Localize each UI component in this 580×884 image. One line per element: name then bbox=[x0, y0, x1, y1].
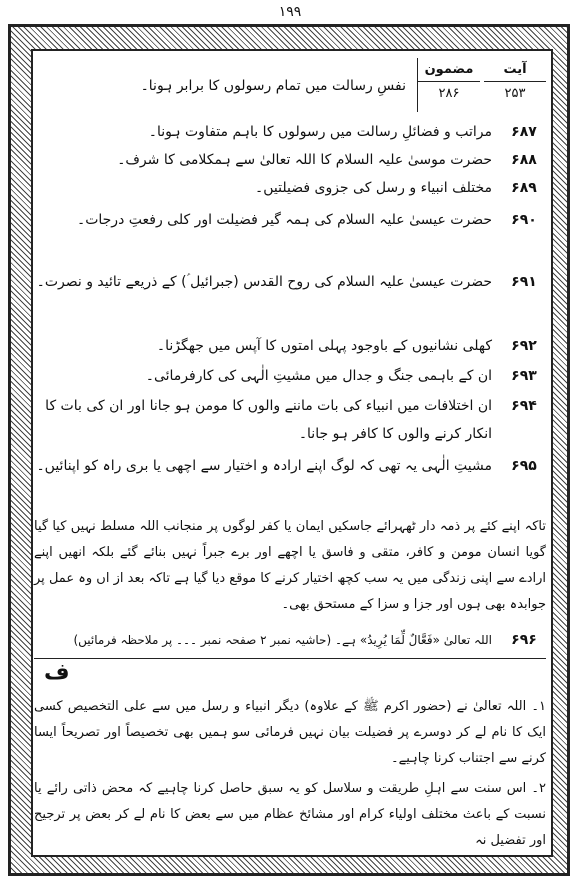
list-item bbox=[34, 362, 546, 390]
item-text: مشیتِ الٰہی یہ تھی کہ لوگ اپنے ارادہ و اختیار سے اچھی یا بری راہ کو اپنائیں۔ bbox=[36, 458, 492, 474]
item-text: کھلی نشانیوں کے باوجود پہلی امتوں کا آپس میں جھگڑنا۔ bbox=[156, 338, 492, 354]
list-item bbox=[34, 206, 546, 234]
divider bbox=[34, 658, 546, 659]
item-number: ۶۹۵ bbox=[511, 458, 537, 474]
mazmoon-label: مضمون bbox=[418, 58, 480, 82]
item-number: ۶۸۷ bbox=[511, 124, 537, 140]
item-number: ۶۸۸ bbox=[511, 152, 537, 168]
item-text: اللہ تعالیٰ «فَعَّالٌ لِّمَا يُرِيدُ» ہے۔ (حاشیہ نمبر ۲ صفحہ نمبر ۔۔۔ پر ملاحظہ فرمائیں) bbox=[73, 633, 492, 647]
page-content bbox=[34, 46, 546, 848]
item-number: ۶۹۰ bbox=[511, 212, 537, 228]
item-number: ۶۹۴ bbox=[511, 398, 537, 414]
list-item bbox=[34, 626, 546, 654]
item-text: مراتب و فضائلِ رسالت میں رسولوں کا باہم متفاوت ہونا۔ bbox=[148, 124, 492, 140]
list-item bbox=[34, 146, 546, 174]
item-number: ۶۹۱ bbox=[511, 274, 537, 290]
item-text: مختلف انبیاء و رسل کی جزوی فضیلتیں۔ bbox=[255, 180, 492, 196]
header-box bbox=[416, 58, 546, 112]
item-text: ان اختلافات میں انبیاء کی بات ماننے والوں کا مومن ہو جانا اور ان کی بات کا انکار کرنے والوں کا کافر ہو جانا۔ bbox=[45, 398, 492, 442]
item-text: حضرت عیسیٰ علیہ السلام کی ہمہ گیر فضیلت اور کلی رفعتِ درجات۔ bbox=[77, 212, 492, 228]
list-item bbox=[34, 174, 546, 202]
item-number: ۶۹۶ bbox=[511, 632, 537, 648]
list-item bbox=[34, 332, 546, 360]
note-paragraph: تاکہ اپنے کئے پر ذمہ دار ٹھہرائے جاسکیں ایمان یا کفر لوگوں پر منجانب اللہ مسلط نہیں کیا گیا گویا انسان مومن و کافر، متقی و فاسق یا اچھے اور برے جبراً نہیں بنائے گئے بلکہ انھیں اپنے ارادے سے اپنی زندگی میں یہ سب کچھ اختیار کرنے کا موقع دیا گیا ہے تاکہ بعد از اں وہ عمل پر جوابدہ بھی ہوں اور جزا و سزا کے مستحق بھی۔ bbox=[34, 519, 546, 612]
mazmoon-value: ۲۸۶ bbox=[438, 86, 460, 101]
list-item bbox=[34, 392, 546, 448]
footnote-1: ۱۔ اللہ تعالیٰ نے (حضور اکرم ﷺ کے علاوہ) دیگر انبیاء و رسل میں سے علی التخصیص کسی ایک کا نام لے کر دوسرے پر فضیلت بیان نہیں فرمائی سو ہمیں بھی تخصیصاً اور تصریحاً ایسا کرنے سے اجتناب کرنا چاہیے۔ bbox=[34, 699, 546, 766]
footnote-2: ۲۔ اس سنت سے اہلِ طریقت و سلاسل کو یہ سبق حاصل کرنا چاہیے کہ محض ذاتی رائے یا نسبت کے باعث مختلف اولیاء کرام اور مشائخ عظام میں سے بعض کا نام لے کر بعض پر ترجیح اور تفضیل نہ bbox=[34, 781, 546, 848]
aya-label: آیت bbox=[484, 58, 546, 82]
list-item: نفسِ رسالت میں تمام رسولوں کا برابر ہونا۔ bbox=[140, 78, 406, 94]
list-item bbox=[34, 452, 546, 480]
item-text: ان کے باہمی جنگ و جدال میں مشیتِ الٰہی کی کارفرمائی۔ bbox=[145, 368, 492, 384]
list-item bbox=[34, 268, 546, 296]
item-number: ۶۸۹ bbox=[511, 180, 537, 196]
item-number: ۶۹۳ bbox=[511, 368, 537, 384]
item-text: حضرت عیسیٰ علیہ السلام کی روح القدس (جبرائیل ؑ) کے ذریعے تائید و نصرت۔ bbox=[36, 274, 492, 290]
footnote-letter: ف bbox=[44, 660, 70, 685]
item-number: ۶۹۲ bbox=[511, 338, 537, 354]
aya-value: ۲۵۳ bbox=[504, 86, 526, 101]
page-number: ۱۹۹ bbox=[278, 4, 302, 20]
mazmoon-column bbox=[417, 58, 480, 112]
list-item bbox=[34, 118, 546, 146]
item-text: حضرت موسیٰ علیہ السلام کا اللہ تعالیٰ سے ہمکلامی کا شرف۔ bbox=[117, 152, 492, 168]
aya-column bbox=[484, 58, 546, 112]
